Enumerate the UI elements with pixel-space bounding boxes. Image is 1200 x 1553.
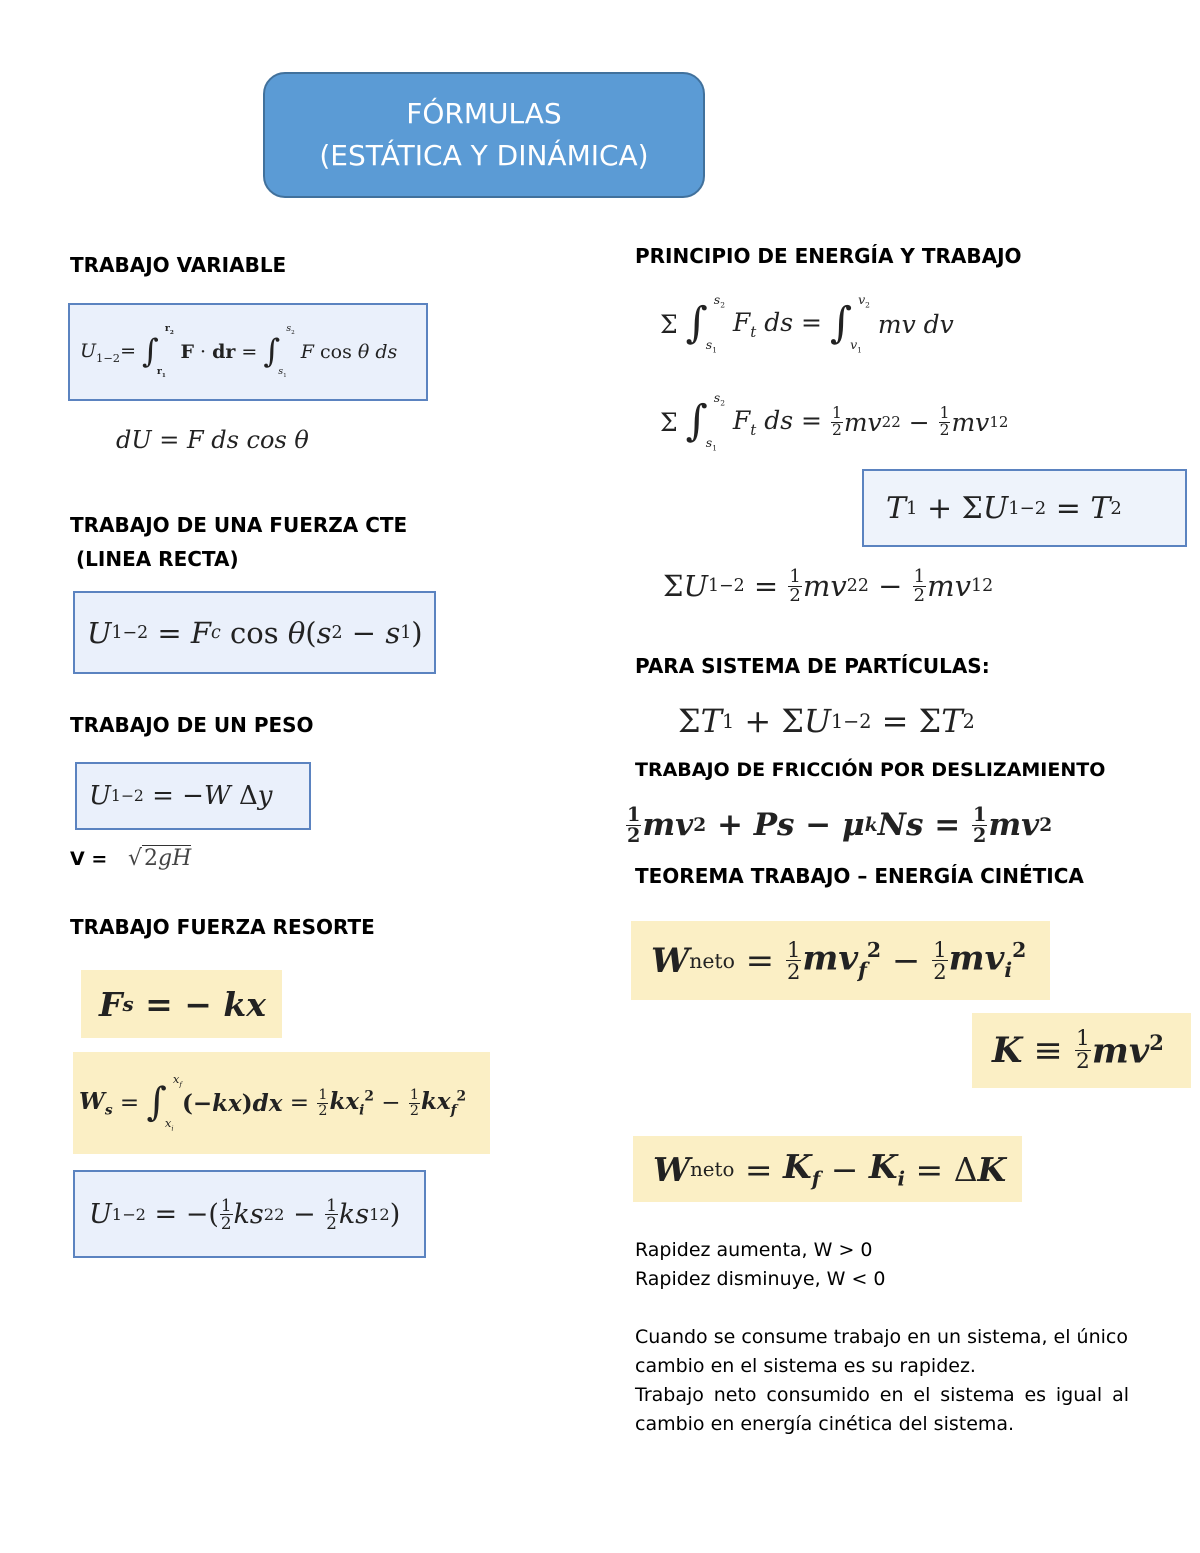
note-paragraph-2: Trabajo neto consumido en el sistema es igual al cambio en energía cinética del sistema. bbox=[635, 1384, 1129, 1435]
title-line-2: (ESTÁTICA Y DINÁMICA) bbox=[319, 139, 649, 172]
note-speed-increase: Rapidez aumenta, W > 0 bbox=[635, 1239, 873, 1261]
heading-sistema-particulas: PARA SISTEMA DE PARTÍCULAS: bbox=[635, 654, 990, 678]
heading-energia-trabajo: PRINCIPIO DE ENERGÍA Y TRABAJO bbox=[635, 244, 1022, 268]
note-paragraph-1: Cuando se consume trabajo en un sistema, el único cambio en el sistema es su rapidez. bbox=[635, 1326, 1128, 1377]
heading-trabajo-variable: TRABAJO VARIABLE bbox=[70, 253, 287, 277]
velocity-label: V = bbox=[70, 848, 108, 870]
formula-velocity: √2gH bbox=[128, 846, 192, 871]
formula-friction: $\frac{1}{2}$ mv 2 + Ps − μ k Ns = $\frac{1}{2}$ mv 2 bbox=[627, 803, 1053, 847]
formula-particle-system: Σ T 1 + Σ U 1−2 = Σ T 2 bbox=[678, 702, 975, 740]
formula-spring-force: F s = − kx bbox=[81, 970, 282, 1038]
formula-sum-work: Σ U 1−2 = $\frac{1}{2}$ mv 2 2 − $\frac{1}{2}$ mv 1 2 bbox=[663, 565, 994, 606]
formula-trabajo-variable: $U_{1-2}=$ ∫ $r_2$ $r_1$ F · dr = ∫ $s_2$ $s_1$ F cos θ ds bbox=[68, 303, 428, 401]
formula-differential-work: dU = F ds cos θ bbox=[116, 426, 309, 454]
formula-net-work: W neto = $\frac{1}{2}$ $mv_f^2$ − $\frac{1}{2}$ $mv_i^2$ bbox=[631, 921, 1050, 1000]
formula-fuerza-cte: U 1−2 = F c cos θ ( s 2 − s 1 ) bbox=[73, 591, 436, 674]
formula-energy-principle: T 1 + Σ U 1−2 = T 2 bbox=[862, 469, 1187, 547]
title-line-1: FÓRMULAS bbox=[406, 97, 562, 130]
title-banner bbox=[263, 72, 705, 198]
formula-work-energy-theorem: W neto = $K_f$ − $K_i$ = Δ K bbox=[633, 1136, 1022, 1202]
formula-spring-work: $W_s$ = ∫ $x_f$ $x_i$ (−kx)dx = $\frac{1}{2}$ $kx_i^2$ − $\frac{1}{2}$ $kx_f^2$ bbox=[73, 1052, 490, 1154]
formula-energy-integral: Σ ∫ $s_2$ $s_1$ $F_t$ ds = ∫ $v_2$ $v_1$ mv dv bbox=[660, 292, 954, 355]
formula-peso: U 1−2 = − W Δ y bbox=[75, 762, 311, 830]
heading-peso: TRABAJO DE UN PESO bbox=[70, 713, 314, 737]
heading-fuerza-cte: TRABAJO DE UNA FUERZA CTE bbox=[70, 513, 408, 537]
heading-teorema: TEOREMA TRABAJO – ENERGÍA CINÉTICA bbox=[635, 864, 1084, 888]
heading-linea-recta: (LINEA RECTA) bbox=[76, 547, 239, 571]
heading-resorte: TRABAJO FUERZA RESORTE bbox=[70, 915, 375, 939]
heading-friccion: TRABAJO DE FRICCIÓN POR DESLIZAMIENTO bbox=[635, 759, 1106, 781]
formula-energy-result: Σ ∫ $s_2$ $s_1$ $F_t$ ds = $\frac{1}{2}$ mv 2 2 − $\frac{1}{2}$ mv 1 2 bbox=[660, 390, 1009, 453]
note-speed-decrease: Rapidez disminuye, W < 0 bbox=[635, 1268, 886, 1290]
formula-kinetic-energy: K ≡ $\frac{1}{2}$ $mv^2$ bbox=[972, 1013, 1191, 1088]
formula-spring-work-s: U 1−2 = −( $\frac{1}{2}$ ks 2 2 − $\frac{1}{2}$ ks 1 2 ) bbox=[73, 1170, 426, 1258]
